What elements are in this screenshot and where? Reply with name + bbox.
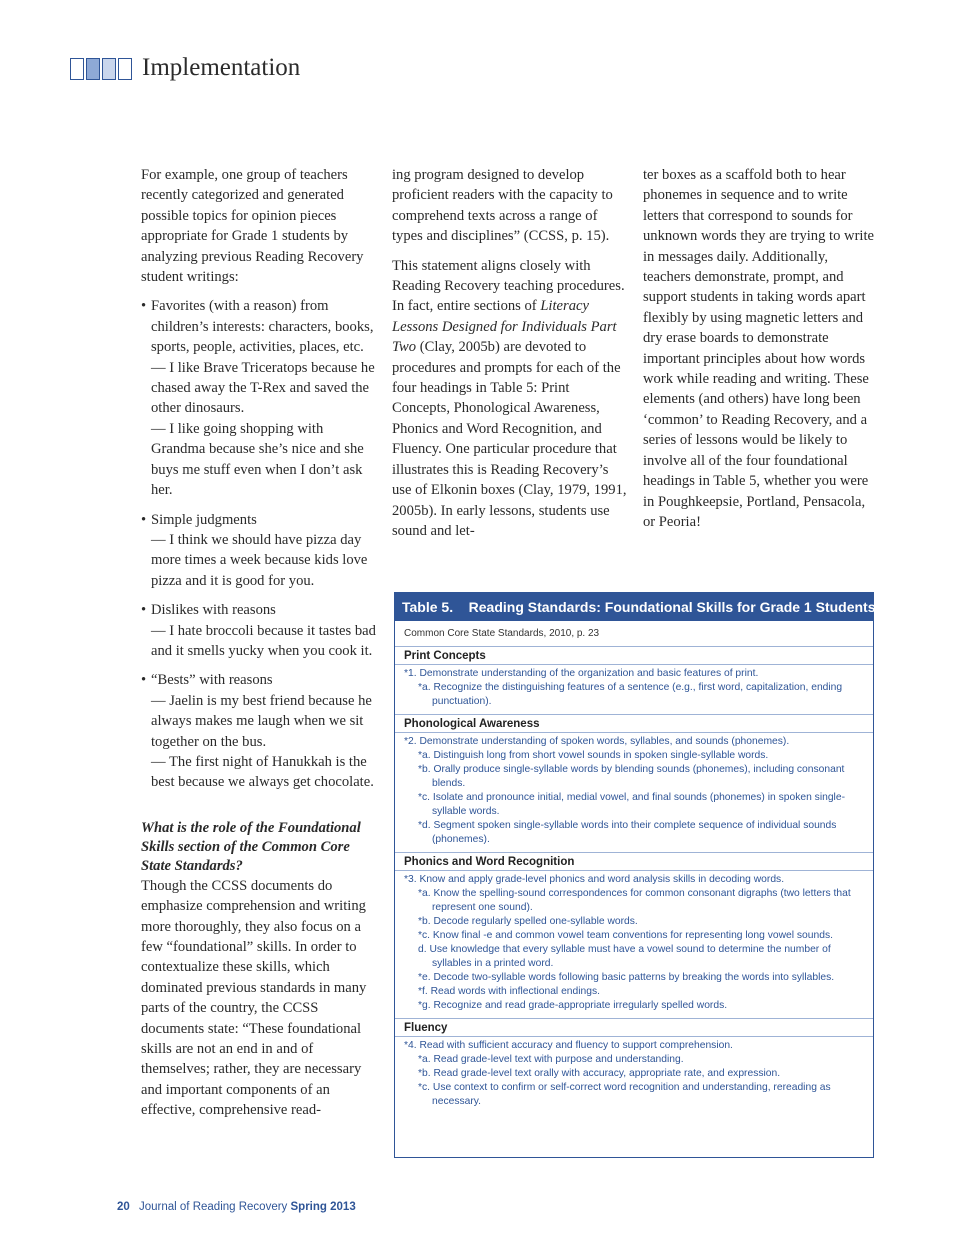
table-source: Common Core State Standards, 2010, p. 23 [395,621,873,647]
standard-subline: *a. Know the spelling-sound correspondences for common consonant digraphs (two letters that represent one sound). [418,888,851,913]
section-body [395,1037,873,1114]
body-paragraph [392,256,628,542]
body-paragraph: Though the CCSS documents do emphasize comprehension and writing more thoroughly, they also focus on a few “foundational” skills. In order to contextualize these skills, which dominated previous standards in many parts of the country, the CCSS documents state: “These foundational skills are not an end in and of themselves; rather, they are necessary and important components of an effective, comprehensive read- [141,877,367,1119]
standard-subline: *c. Use context to confirm or self-correct word recognition and understanding, rereading as necessary. [418,1082,831,1107]
issue-date: Spring 2013 [290,1201,356,1213]
section-heading: Print Concepts [395,647,873,665]
example-quote: — I like Brave Triceratops because he chased away the T-Rex and saved the other dinosaurs. [151,359,375,417]
standard-subline: *b. Decode regularly spelled one-syllable words. [418,916,638,927]
table-label: Table 5. [402,599,454,615]
page-footer [117,1201,356,1213]
standard-line: *1. Demonstrate understanding of the organization and basic features of print. [404,668,759,679]
standard-subline: *c. Know final -e and common vowel team conventions for representing long vowel sounds. [418,930,833,941]
bullet-label: Simple judgments [151,511,257,528]
column-3 [643,165,877,541]
section-heading: Phonological Awareness [395,714,873,733]
text-run: This statement aligns closely with Reading Recovery teaching procedures. In fact, entire sections of [392,257,625,315]
example-quote: — I like going shopping with Grandma because she’s nice and she buys me stuff even when I don’t ask her. [151,420,364,499]
standard-subline: *a. Recognize the distinguishing features of a sentence (e.g., first word, capitalization, ending punctuation). [418,682,843,707]
section-heading: Phonics and Word Recognition [395,852,873,871]
body-paragraph: ter boxes as a scaffold both to hear phonemes in sequence and to write letters that correspond to sounds for unknown words they are trying to write in messages daily. Additionally, teachers demonstrate, prompt, and support students in taking words apart flexibly by using magnetic letters and dry erase boards to demonstrate important principles about how words work while reading and writing. These elements (and others) have long been ‘common’ to Reading Recovery, and a series of lessons would be likely to involve all of the four foundational headings in Table 5, whether you were in Poughkeepsie, Portland, Pensacola, or Peoria! [643,167,875,530]
list-item: • Simple judgments — I think we should have pizza day more times a week because kids love pizza and it is good for you. [141,510,376,592]
section-body [395,733,873,852]
table-section [395,1018,873,1114]
body-paragraph: ing program designed to develop proficient readers with the capacity to comprehend texts across a range of types and disciplines” (CCSS, p. 15). [392,167,613,245]
example-quote: — Jaelin is my best friend because he always makes me laugh when we sit together on the bus. [151,692,372,750]
column-2 [392,165,628,550]
text-run: (Clay, 2005b) are devoted to procedures and prompts for each of the four headings in Table 5: Print Concepts, Phonological Awareness, Phonics and Word Recognition, and Fluency. One particular procedure that illustrates this is Reading Recovery’s use of Elkonin boxes (Clay, 1979, 1991, 2005b). In early lessons, students use sound and let- [392,339,627,539]
standard-subline: d. Use knowledge that every syllable must have a vowel sound to determine the number of syllables in a printed word. [418,944,831,969]
standard-subline: *e. Decode two-syllable words following basic patterns by breaking the words into syllables. [418,972,835,983]
standard-subline: *b. Orally produce single-syllable words by blending sounds (phonemes), including consonant blends. [418,764,845,789]
example-quote: — The first night of Hanukkah is the best because we always get chocolate. [151,753,374,791]
section-body [395,871,873,1018]
page-number: 20 [117,1201,130,1213]
standard-subline: *d. Segment spoken single-syllable words into their complete sequence of individual sounds (phonemes). [418,820,837,845]
table-section [395,714,873,852]
section-heading: Fluency [395,1018,873,1037]
standard-subline: *b. Read grade-level text orally with accuracy, appropriate rate, and expression. [418,1068,781,1079]
table-title: Reading Standards: Foundational Skills for Grade 1 Students [468,599,876,615]
book-title: Literacy Lessons Designed for Individuals Part Two [392,298,617,356]
list-item: • Dislikes with reasons — I hate broccoli because it tastes bad and it smells yucky when you cook it. [141,600,376,661]
standard-subline: *f. Read words with inflectional endings. [418,986,601,997]
column-1 [141,165,376,1130]
section-logo-icon [70,58,136,82]
list-item: • “Bests” with reasons — Jaelin is my best friend because he always makes me laugh when we sit together on the bus. — The first night of Hanukkah is the best because we always get chocolate. [141,670,376,792]
standard-subline: *a. Read grade-level text with purpose and understanding. [418,1054,684,1065]
table-section [395,852,873,1018]
standard-subline: *c. Isolate and pronounce initial, medial vowel, and final sounds (phonemes) in spoken single-syllable words. [418,792,845,817]
table-section [395,647,873,714]
bullet-label: “Bests” with reasons [151,672,273,689]
bullet-label: Dislikes with reasons [151,602,276,619]
example-quote: — I think we should have pizza day more times a week because kids love pizza and it is good for you. [151,531,368,589]
standard-line: *2. Demonstrate understanding of spoken words, syllables, and sounds (phonemes). [404,736,790,747]
standard-subline: *g. Recognize and read grade-appropriate irregularly spelled words. [418,1000,728,1011]
standard-line: *4. Read with sufficient accuracy and fluency to support comprehension. [404,1040,733,1051]
standard-line: *3. Know and apply grade-level phonics and word analysis skills in decoding words. [404,874,785,885]
table-header [395,593,876,621]
subheading-question: What is the role of the Foundational Skills section of the Common Core State Standards? [141,819,361,874]
section-title: Implementation [142,54,301,81]
standard-subline: *a. Distinguish long from short vowel sounds in spoken single-syllable words. [418,750,769,761]
bullet-label: Favorites (with a reason) from children’s interests: characters, books, sports, people, activities, places, etc. [151,298,374,356]
standards-table [394,592,874,1158]
section-body [395,665,873,714]
intro-paragraph: For example, one group of teachers recently categorized and generated possible topics for opinion pieces appropriate for Grade 1 students by analyzing previous Reading Recovery student writings: [141,167,364,286]
journal-name: Journal of Reading Recovery [139,1201,288,1213]
list-item: • Favorites (with a reason) from children’s interests: characters, books, sports, people, activities, places, etc. — I like Brave Triceratops because he chased away the T-Rex and saved the other dinosaurs. — I like going shopping with Grandma because she’s nice and she buys me stuff even when I don’t ask her. [141,296,376,500]
example-quote: — I hate broccoli because it tastes bad and it smells yucky when you cook it. [151,622,376,659]
